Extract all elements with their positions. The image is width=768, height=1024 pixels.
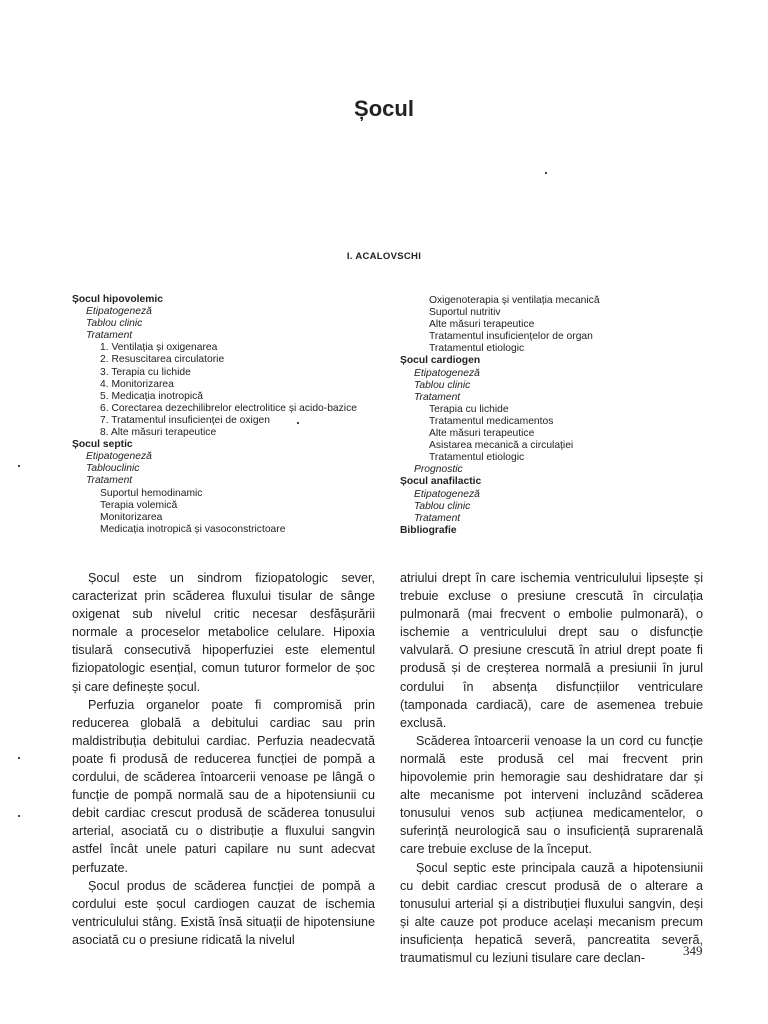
scan-speck bbox=[297, 422, 299, 424]
toc-subheading: Tratament bbox=[86, 330, 133, 342]
body-paragraph: Șocul produs de scăderea funcției de pompă a cordului este șocul cardiogen cauzat de ischemia ventriculului stâng. Există însă situații de hipotensiune asociată cu o presiune ridicată la nivelul bbox=[72, 878, 375, 947]
toc-item: Alte măsuri terapeutice bbox=[429, 319, 535, 331]
toc-heading: Șocul septic bbox=[72, 439, 133, 451]
toc-item: 4. Monitorizarea bbox=[100, 378, 174, 390]
toc-heading: Bibliografie bbox=[400, 524, 457, 536]
toc-item: Suportul nutritiv bbox=[429, 307, 501, 319]
body-paragraph: Scăderea întoarcerii venoase la un cord cu funcție normală este produsă cel mai frecvent prin hipovolemie prin hemoragie sau deshidratare dar și alte mecanisme pot interveni incluzând scăderea tonusului venos sub acțiunea medicamentelor, o suferință neurologică sau o insuficiență suprarenală care trebuie excluse de la început. bbox=[400, 733, 703, 857]
toc-item: Alte măsuri terapeutice bbox=[429, 428, 535, 440]
toc-item: Oxigenoterapia și ventilația mecanică bbox=[429, 295, 600, 306]
toc-item: Asistarea mecanică a circulației bbox=[429, 440, 574, 452]
toc-subheading: Tablou clinic bbox=[414, 379, 471, 391]
toc-subheading: Tablouclinic bbox=[86, 463, 140, 475]
toc-item: Suportul hemodinamic bbox=[100, 487, 203, 499]
author: I. ACALOVSCHI bbox=[346, 251, 422, 262]
scan-speck bbox=[18, 815, 20, 817]
toc-subheading: Tratament bbox=[414, 391, 461, 403]
toc-item: Tratamentul etiologic bbox=[429, 452, 525, 464]
table-of-contents-right bbox=[400, 295, 700, 537]
scan-speck bbox=[18, 465, 20, 467]
scan-speck bbox=[545, 172, 547, 174]
toc-item: 1. Ventilația și oxigenarea bbox=[100, 342, 218, 354]
toc-item: Monitorizarea bbox=[100, 511, 163, 523]
scan-speck bbox=[18, 757, 20, 759]
toc-subheading: Tratament bbox=[86, 475, 133, 487]
page-number: 349 bbox=[683, 943, 703, 958]
toc-item: 5. Medicația inotropică bbox=[100, 390, 204, 402]
body-paragraph: Perfuzia organelor poate fi compromisă prin reducerea globală a debitului cardiac sau prin maldistribuția debitului cardiac. Perfuzia neadecvată poate fi produsă de reducerea funcției de pompă a cordului, de scăderea întoarcerii venoase pe lângă o funcție de pompă normală sau de a hipotensiunii cu debit cardiac crescut produsă de scăderea tonusului arterial, asociată cu o distribuție a fluxului sangvin astfel încât unele paturi capilare nu sunt adecvat perfuzate. bbox=[72, 697, 375, 875]
table-of-contents-left bbox=[72, 294, 412, 536]
toc-heading: Șocul hipovolemic bbox=[72, 294, 163, 305]
toc-item: Terapia cu lichide bbox=[429, 403, 509, 415]
toc-subheading: Tablou clinic bbox=[414, 500, 471, 512]
toc-heading: Șocul anafilactic bbox=[400, 476, 482, 488]
body-column-right bbox=[400, 569, 703, 967]
toc-item: 2. Resuscitarea circulatorie bbox=[100, 354, 225, 366]
toc-heading: Șocul cardiogen bbox=[400, 355, 481, 367]
toc-item: 8. Alte măsuri terapeutice bbox=[100, 427, 217, 439]
toc-subheading: Etipatogeneză bbox=[414, 488, 480, 500]
body-paragraph: atriului drept în care ischemia ventriculului lipsește și trebuie excluse o presiune crescută în circulația pulmonară (mai frecvent o embolie pulmonară), o ischemie a ventriculului drept sau o disfuncție valvulară. O presiune crescută în atriul drept poate fi produsă și de creșterea normală a presiunii în jurul cordului în absența disfuncțiilor ventriculare (tamponada cardiacă), care de asemenea trebuie exclusă. bbox=[400, 571, 703, 730]
toc-subheading: Prognostic bbox=[414, 464, 463, 476]
toc-item: 6. Corectarea dezechilibrelor electrolitice și acido-bazice bbox=[100, 402, 357, 414]
toc-item: Tratamentul etiologic bbox=[429, 343, 525, 355]
toc-item: Terapia volemică bbox=[100, 499, 178, 511]
body-column-left bbox=[72, 569, 375, 949]
toc-subheading: Etipatogeneză bbox=[414, 367, 480, 379]
toc-item: Tratamentul medicamentos bbox=[429, 415, 554, 427]
body-paragraph: Șocul septic este principala cauză a hipotensiunii cu debit cardiac crescut produsă de o alterare a tonusului arterial și a distribuției fluxului sangvin, deși și alte cauze pot produce același mecanism precum insuficiența hepatică severă, pancreatita severă, traumatismul cu leziuni tisulare care declan- bbox=[400, 860, 703, 965]
toc-item: Tratamentul insuficiențelor de organ bbox=[429, 331, 593, 343]
toc-item: Medicația inotropică și vasoconstrictoare bbox=[100, 523, 286, 535]
toc-subheading: Tratament bbox=[414, 512, 461, 524]
toc-subheading: Etipatogeneză bbox=[86, 306, 152, 318]
page-title: Șocul bbox=[354, 96, 414, 121]
toc-subheading: Tablou clinic bbox=[86, 318, 143, 330]
toc-subheading: Etipatogeneză bbox=[86, 451, 152, 463]
toc-item: 7. Tratamentul insuficienței de oxigen bbox=[100, 414, 270, 426]
toc-item: 3. Terapia cu lichide bbox=[100, 366, 191, 378]
body-paragraph: Șocul este un sindrom fiziopatologic sever, caracterizat prin scăderea fluxului tisular de sânge oxigenat sub nivelul critic necesar desfășurării normale a proceselor metabolice celulare. Hipoxia tisulară consecutivă hipoperfuziei este elementul fiziopatologic esențial, comun tuturor formelor de șoc și care definește șocul. bbox=[72, 571, 375, 694]
